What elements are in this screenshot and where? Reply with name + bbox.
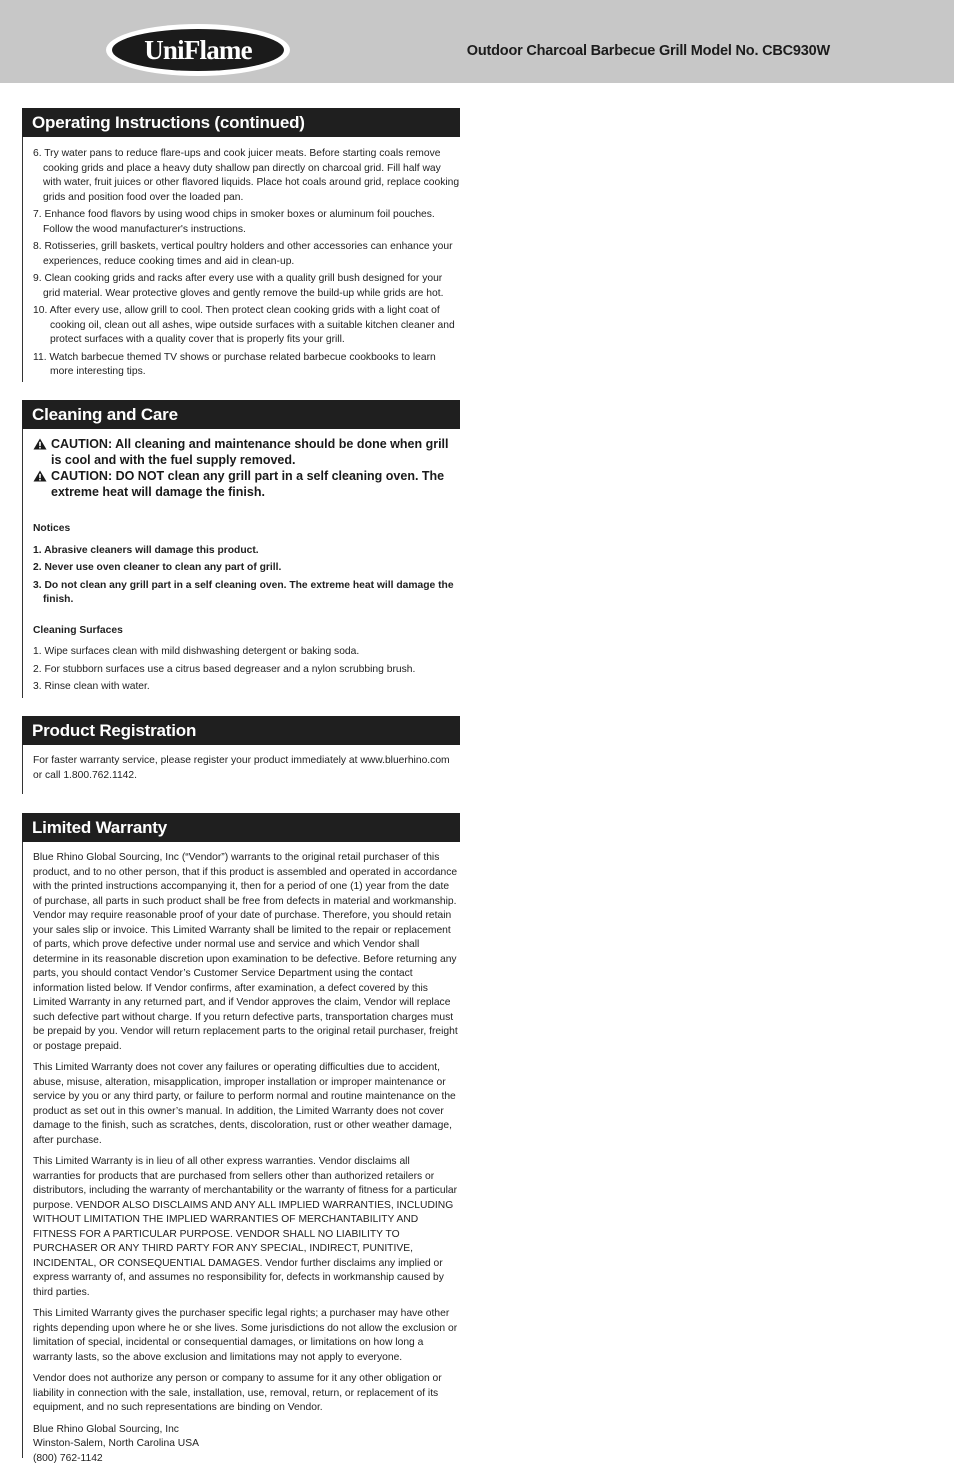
list-item: 7. Enhance food flavors by using wood chips in smoker boxes or aluminum foil pouches. Follow the wood manufacturer's instructions. [33,209,435,235]
warranty-section [22,813,460,1464]
caution-notice [33,468,460,500]
list-item: 9. Clean cooking grids and racks after every use with a quality grill bush designed for your grid material. Wear protective gloves and gently remove the build-up while grids are hot. [33,273,444,299]
warranty-heading: Limited Warranty [22,813,460,842]
cleaning-heading: Cleaning and Care [22,400,460,429]
warranty-paragraph: This Limited Warranty does not cover any failures or operating difficulties due to accident, abuse, misuse, alteration, misapplication, improper installation or improper maintenance or service by you or any third party, or failure to perform normal and routine maintenance on the product as set out in this owner’s manual. In addition, the Limited Warranty does not cover damage to the finish, such as scratches, dents, discoloration, rust or other weather damage, after purchase. [33,1062,456,1146]
list-item: 10. After every use, allow grill to cool. Then protect clean cooking grids with a light coat of cooking oil, clean out all ashes, wipe outside surfaces with a suitable kitchen cleaner and protect surfaces with a quality cover that is properly fits your grill. [33,305,455,345]
list-item: 2. For stubborn surfaces use a citrus based degreaser and a nylon scrubbing brush. [33,663,416,675]
list-item: 2. Never use oven cleaner to clean any part of grill. [33,562,282,573]
operating-section [22,108,460,382]
address-phone: (800) 762-1142 [33,1452,103,1464]
uniflame-logo [104,22,292,78]
list-item: 3. Rinse clean with water. [33,681,150,692]
warning-icon [33,470,47,482]
registration-section [22,716,460,794]
list-item: 1. Wipe surfaces clean with mild dishwashing detergent or baking soda. [33,646,360,657]
list-item: 8. Rotisseries, grill baskets, vertical poultry holders and other accessories can enhance your experiences, reduce cooking times and aid in clean-up. [33,241,453,267]
operating-list [33,147,460,380]
caution-notice [33,436,460,468]
list-item: 3. Do not clean any grill part in a self cleaning oven. The extreme heat will damage the finish. [33,579,454,605]
registration-text: For faster warranty service, please register your product immediately at www.bluerhino.com or call 1.800.762.1142. [33,755,450,781]
list-item: 1. Abrasive cleaners will damage this product. [33,544,259,556]
vendor-address [33,1423,460,1467]
warranty-paragraph: This Limited Warranty gives the purchaser specific legal rights; a purchaser may have other rights depending upon where he or she lives. Some jurisdictions do not allow the exclusion or limitation of special, incidental or consequential damages, or limitations on how long a warranty lasts, so the above exclusion and limitations may not apply to everyone. [33,1308,458,1363]
address-company: Blue Rhino Global Sourcing, Inc [33,1423,179,1435]
warranty-paragraph: Vendor does not authorize any person or company to assume for it any other obligation or liability in connection with the sale, installation, use, removal, return, or replacement of its equipment, and no such representations are binding on Vendor. [33,1373,442,1413]
caution-text: CAUTION: All cleaning and maintenance should be done when grill is cool and with the fuel supply removed. [51,437,449,467]
cleaning-section [22,400,460,698]
notices-list [33,544,460,608]
list-item: 11. Watch barbecue themed TV shows or purchase related barbecue cookbooks to learn more interesting tips. [33,351,436,377]
warning-icon [33,438,47,450]
operating-heading: Operating Instructions (continued) [22,108,460,137]
list-item: 6. Try water pans to reduce flare-ups and cook juicer meats. Before starting coals remove cooking grids and place a heavy duty shallow pan directly on charcoal grid. Fill half way with water, fruit juices or other flavored liquids. Place hot coals around grid, replace cooking grids and position food over the loaded pan. [33,148,460,203]
surfaces-heading: Cleaning Surfaces [33,624,123,636]
caution-text: CAUTION: DO NOT clean any grill part in a self cleaning oven. The extreme heat will damage the finish. [51,469,445,499]
registration-heading: Product Registration [22,716,460,745]
svg-text:UniFlame: UniFlame [144,35,252,65]
model-title: Outdoor Charcoal Barbecue Grill Model No. CBC930W [466,43,830,59]
surfaces-list [33,645,460,695]
warranty-paragraph: This Limited Warranty is in lieu of all other express warranties. Vendor disclaims all warranties for products that are purchased from sellers other than authorized retailers or distributors, including the warranty of merchantability or the warranty of fitness for a particular purpose. VENDOR ALSO DISCLAIMS AND ANY ALL IMPLIED WARRANTIES, INCLUDING WITHOUT LIMITATION THE IMPLIED WARRANTIES OF MERCHANTABILITY AND FITNESS FOR A PARTICULAR PURPOSE. VENDOR SHALL NO LIABILITY TO PURCHASER OR ANY THIRD PARTY FOR ANY SPECIAL, INDIRECT, PUNITIVE, INCIDENTAL, OR CONSEQUENTIAL DAMAGES. Vendor further disclaims any implied or express warranty of, and assumes no responsibility for, defects in workmanship caused by third parties. [33,1156,458,1298]
notices-heading: Notices [33,523,71,534]
warranty-paragraph: Blue Rhino Global Sourcing, Inc (“Vendor”) warrants to the original retail purchaser of this product, and to no other person, that if this product is assembled and operated in accordance with the printed instructions accompanying it, then for a period of one (1) year from the date of purchase, all parts in such product shall be free from defects in material and workmanship. Vendor may require reasonable proof of your date of purchase. Therefore, you should retain your sales slip or invoice. This Limited Warranty shall be limited to the repair or replacement of parts, which prove defective under normal use and service and which Vendor shall determine in its reasonable discretion upon examination to be defective. Before returning any parts, you should contact Vendor’s Customer Service Department using the contact information listed below. If Vendor confirms, after examination, a defect covered by this Limited Warranty in any returned part, and if Vendor approves the claim, Vendor will replace such defective part without charge. If you return defective parts, transportation charges must be prepaid by you. Vendor will return replacement parts to the original retail purchaser, freight or postage prepaid. [33,852,458,1052]
address-city: Winston-Salem, North Carolina USA [33,1438,199,1449]
